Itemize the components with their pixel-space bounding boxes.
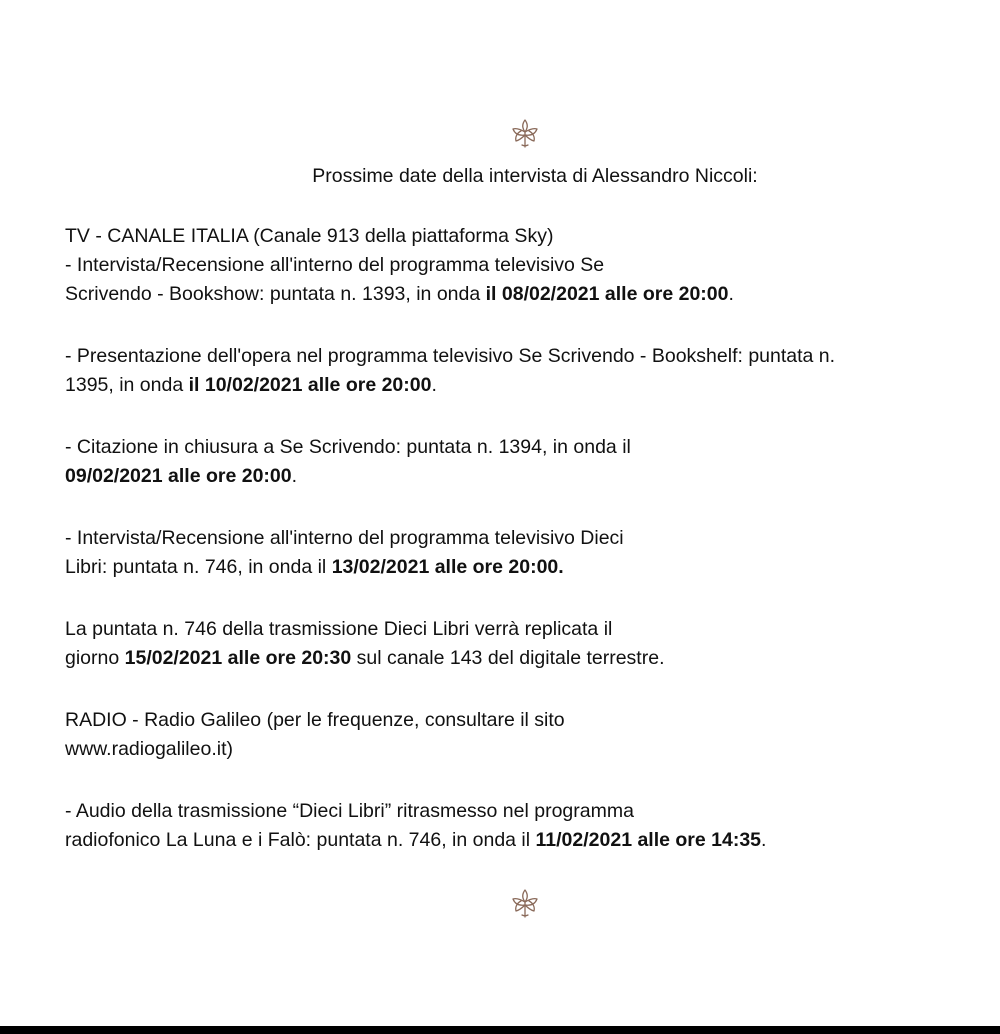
- tv2-line2: [65, 371, 985, 400]
- page-title: Prossime date della intervista di Alessandro Niccoli:: [312, 165, 758, 187]
- leaf-ornament-icon: [509, 116, 541, 150]
- tv1-line2-end: .: [728, 283, 734, 305]
- radio2-date: 11/02/2021 alle ore 14:35: [535, 829, 762, 851]
- tv2-section: [65, 342, 985, 400]
- radio-section: [65, 706, 985, 764]
- radio2-section: [65, 797, 985, 855]
- replica-line1: La puntata n. 746 della trasmissione Dieci Libri verrà replicata il: [65, 618, 613, 640]
- tv-section: [65, 222, 985, 309]
- tv3-line1: - Citazione in chiusura a Se Scrivendo: puntata n. 1394, in onda il: [65, 436, 631, 458]
- document-body: [65, 222, 985, 888]
- tv1-date: il 08/02/2021 alle ore 20:00: [485, 283, 729, 305]
- tv3-date: 09/02/2021 alle ore 20:00: [65, 465, 292, 487]
- radio-line1: RADIO - Radio Galileo (per le frequenze, consultare il sito: [65, 709, 565, 731]
- replica-line2-end: sul canale 143 del digitale terrestre.: [351, 647, 665, 669]
- tv4-line2: [65, 553, 985, 582]
- tv4-line1: - Intervista/Recensione all'interno del programma televisivo Dieci: [65, 527, 624, 549]
- replica-section: [65, 615, 985, 673]
- tv2-date: il 10/02/2021 alle ore 20:00: [188, 374, 432, 396]
- leaf-ornament-icon: [509, 886, 541, 920]
- tv1-line2-text: Scrivendo - Bookshow: puntata n. 1393, in onda: [65, 283, 486, 305]
- radio2-line2-end: .: [761, 829, 767, 851]
- replica-line2-text: giorno: [65, 647, 125, 669]
- tv4-section: [65, 524, 985, 582]
- tv1-line1: - Intervista/Recensione all'interno del programma televisivo Se: [65, 254, 605, 276]
- tv3-line2-end: .: [291, 465, 298, 487]
- radio-website: www.radiogalileo.it): [65, 738, 233, 760]
- tv3-section: [65, 433, 985, 491]
- tv4-date: 13/02/2021 alle ore 20:00.: [331, 556, 564, 578]
- replica-line2: [65, 644, 985, 673]
- tv3-line2: [65, 462, 985, 491]
- bottom-bar: [0, 1026, 1000, 1034]
- radio2-line2: [65, 826, 985, 855]
- tv1-line2: [65, 280, 985, 309]
- radio2-line2-text: radiofonico La Luna e i Falò: puntata n. 746, in onda il: [65, 829, 536, 851]
- tv2-line2-text: 1395, in onda: [65, 374, 189, 396]
- tv2-line2-end: .: [431, 374, 437, 396]
- tv4-line2-text: Libri: puntata n. 746, in onda il: [65, 556, 332, 578]
- tv2-line1: - Presentazione dell'opera nel programma televisivo Se Scrivendo - Bookshelf: puntata n.: [65, 345, 836, 367]
- replica-date: 15/02/2021 alle ore 20:30: [124, 647, 352, 669]
- radio2-line1: - Audio della trasmissione “Dieci Libri” ritrasmesso nel programma: [65, 800, 634, 822]
- tv-heading: TV - CANALE ITALIA (Canale 913 della piattaforma Sky): [65, 225, 554, 247]
